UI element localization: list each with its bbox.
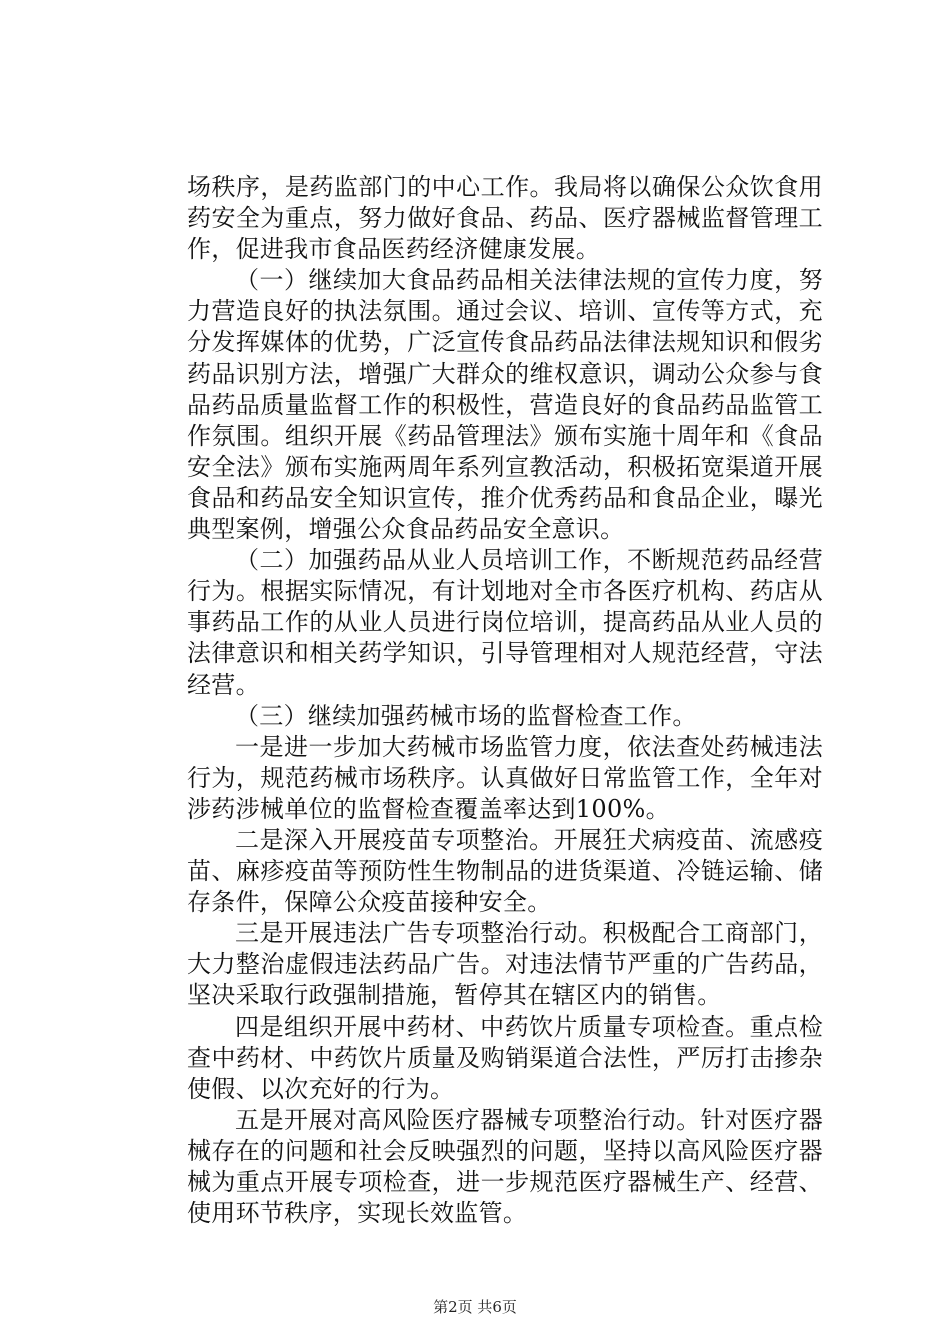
paragraph-item-3: 三是开展违法广告专项整治行动。积极配合工商部门，大力整治虚假违法药品广告。对违法情节严重的广告药品，坚决采取行政强制措施，暂停其在辖区内的销售。 xyxy=(187,919,823,1010)
paragraph-continuation: 场秩序，是药监部门的中心工作。我局将以确保公众饮食用药安全为重点，努力做好食品、药品、医疗器械监督管理工作，促进我市食品医药经济健康发展。 xyxy=(187,173,823,264)
paragraph-item-1: 一是进一步加大药械市场监管力度，依法查处药械违法行为，规范药械市场秩序。认真做好日常监管工作，全年对涉药涉械单位的监督检查覆盖率达到100%。 xyxy=(187,732,823,823)
paragraph-section-2: （二）加强药品从业人员培训工作，不断规范药品经营行为。根据实际情况，有计划地对全市各医疗机构、药店从事药品工作的从业人员进行岗位培训，提高药品从业人员的法律意识和相关药学知识，引导管理相对人规范经营，守法经营。 xyxy=(187,546,823,699)
paragraph-item-5: 五是开展对高风险医疗器械专项整治行动。针对医疗器械存在的问题和社会反映强烈的问题，坚持以高风险医疗器械为重点开展专项检查，进一步规范医疗器械生产、经营、使用环节秩序，实现长效监管。 xyxy=(187,1105,823,1228)
document-body xyxy=(187,172,823,1229)
paragraph-item-4: 四是组织开展中药材、中药饮片质量专项检查。重点检查中药材、中药饮片质量及购销渠道合法性，严厉打击掺杂使假、以次充好的行为。 xyxy=(187,1012,823,1103)
paragraph-section-1: （一）继续加大食品药品相关法律法规的宣传力度，努力营造良好的执法氛围。通过会议、培训、宣传等方式，充分发挥媒体的优势，广泛宣传食品药品法律法规知识和假劣药品识别方法，增强广大群众的维权意识，调动公众参与食品药品质量监督工作的积极性，营造良好的食品药品监管工作氛围。组织开展《药品管理法》颁布实施十周年和《食品安全法》颁布实施两周年系列宣教活动，积极拓宽渠道开展食品和药品安全知识宣传，推介优秀药品和食品企业，曝光典型案例，增强公众食品药品安全意识。 xyxy=(187,266,823,544)
paragraph-section-3-heading: （三）继续加强药械市场的监督检查工作。 xyxy=(235,701,697,730)
page-number-footer: 第2页 共6页 xyxy=(433,1298,517,1316)
paragraph-item-2: 二是深入开展疫苗专项整治。开展狂犬病疫苗、流感疫苗、麻疹疫苗等预防性生物制品的进货渠道、冷链运输、储存条件，保障公众疫苗接种安全。 xyxy=(187,825,823,917)
